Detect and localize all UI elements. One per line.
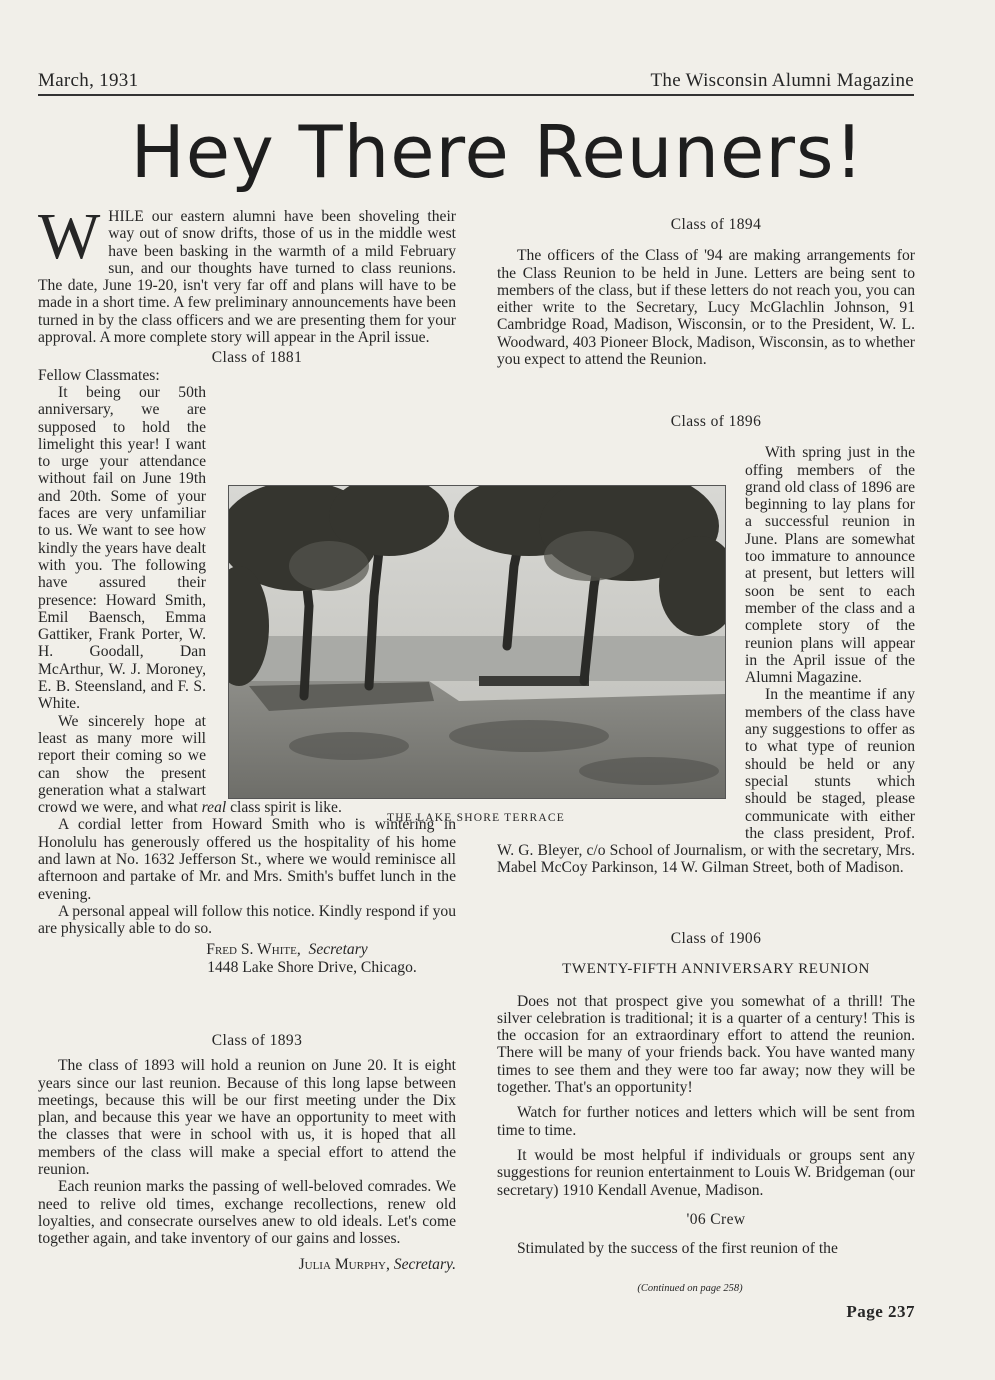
- class-1881-signature: Fred S. White, Secretary: [206, 941, 368, 959]
- heading-class-1893: Class of 1893: [211, 1032, 303, 1049]
- class-1906-paragraph-2: Watch for further notices and letters which will be sent from time to time.: [497, 1104, 915, 1139]
- subheading-anniversary: TWENTY-FIFTH ANNIVERSARY REUNION: [562, 961, 870, 978]
- continued-note: (Continued on page 258): [637, 1283, 743, 1294]
- magazine-name: The Wisconsin Alumni Magazine: [650, 70, 914, 91]
- class-1893-paragraph-2: Each reunion marks the passing of well-beloved comrades. We need to relive old times, exchange recollections, renew old loyalties, and consecrate ourselves anew to old ideals. Let's come together again, and take inventory of our gains and losses.: [38, 1178, 456, 1248]
- header-rule: [38, 94, 914, 96]
- heading-class-1881: Class of 1881: [211, 349, 303, 367]
- class-1881-paragraph-3: A cordial letter from Howard Smith who is wintering in Honolulu has generously offered us the hospitality of his home and lawn at No. 1632 Jefferson St., where we would reminisce all afternoon and partake of Mr. and Mrs. Smith's buffet lunch in the evening.: [38, 816, 456, 903]
- photo-illustration: [229, 486, 725, 798]
- drop-cap: W: [38, 200, 101, 273]
- heading-06-crew: '06 Crew: [686, 1210, 746, 1228]
- left-column-lower: [38, 1032, 456, 1273]
- crew-paragraph: Stimulated by the success of the first reunion of the: [517, 1240, 838, 1258]
- class-1896-paragraph-2: In the meantime if any members of the class have any suggestions to offer as to what type of reunion should be held or any special stunts which should be staged, please communicate with either the class president, Prof. W. G. Bleyer, c/o School of Journalism, or with the secretary, Mrs. Mabel McCoy Parkinson, 14 W. Gilman Street, both of Madison.: [497, 686, 915, 877]
- right-column-1906: [497, 930, 915, 1257]
- class-1896-paragraph-1: With spring just in the offing members of the grand old class of 1896 are beginning to lay plans for a successful reunion in June. Plans are somewhat too immature to announce at present, but letters will soon be sent to each member of the class and a complete story of the reunion plans will appear in the April issue of the Alumni Magazine.: [745, 444, 915, 687]
- heading-class-1896: Class of 1896: [670, 413, 762, 430]
- class-1881-paragraph-4: A personal appeal will follow this notice. Kindly respond if you are physically able to do so.: [38, 902, 457, 938]
- class-1881-paragraph-2: We sincerely hope at least as many more will report their coming so we can show the present generation what a stalwart crowd we were, and what real class spirit is like.: [38, 712, 342, 817]
- heading-class-1906: Class of 1906: [670, 930, 762, 947]
- class-1881-address: 1448 Lake Shore Drive, Chicago.: [207, 958, 417, 976]
- class-1881-paragraph-1: It being our 50th anniversary, we are supposed to hold the limelight this year! I want to urge your attendance without fail on June 19th and 20th. Some of your faces are very unfamiliar to us. We want to see how kindly the years have dealt with you. The following have assured their presence: Howard Smith, Emil Baensch, Emma Gattiker, Frank Porter, W. H. Goodall, Dan McArthur, W. J. Moroney, E. B. Steensland, and F. S. White.: [38, 383, 206, 713]
- class-1893-signature: Julia Murphy, Secretary.: [298, 1255, 456, 1273]
- class-1906-paragraph-1: Does not that prospect give you somewhat of a thrill! The silver celebration is traditional; it is a quarter of a century! This is the occasion for an extraordinary effort to attend the reunion. There will be many of your friends back. You have wanted many times to see them and they were too far away; now they will be together. That's an opportunity!: [497, 992, 915, 1097]
- page-number: Page 237: [846, 1302, 915, 1321]
- class-1906-paragraph-3: It would be most helpful if individuals or groups sent any suggestions for reunion entertainment to Louis W. Bridgeman (our secretary) 1910 Kendall Avenue, Madison.: [497, 1146, 915, 1199]
- lake-shore-terrace-photo: [228, 485, 726, 799]
- intro-paragraph: WHILE our eastern alumni have been shoveling their way out of snow drifts, those of us in the middle west have been basking in the warmth of a mild February sun, and our thoughts have turned to class reunions. The date, June 19-20, isn't very far off and plans will have to be made in a short time. A few preliminary announcements have been turned in by the class officers and we are presenting them for your approval. A more complete story will appear in the April issue.: [38, 200, 456, 347]
- heading-class-1894: Class of 1894: [670, 216, 762, 233]
- issue-date: March, 1931: [38, 70, 139, 91]
- salutation: Fellow Classmates:: [38, 366, 160, 384]
- class-1893-paragraph-1: The class of 1893 will hold a reunion on June 20. It is eight years since our last reunion. Because of this long lapse between meetings, because this will be our first meeting under the Dix plan, and because this year we have an opportunity to meet with the classes that were in school with us, it is hoped that all members of the class will make a special effort to attend the reunion.: [38, 1057, 456, 1179]
- page-title: Hey There Reuners!: [130, 110, 865, 194]
- photo-caption: THE LAKE SHORE TERRACE: [387, 812, 565, 824]
- class-1894-paragraph: The officers of the Class of '94 are making arrangements for the Class Reunion to be held in June. Letters are being sent to members of the class, but if these letters do not reach you, you can either write to the Secretary, Lucy McGlachlin Johnson, 91 Cambridge Road, Madison, Wisconsin, or to the President, W. L. Woodward, 403 Pioneer Block, Madison, Wisconsin, as to whether you expect to attend the Reunion.: [497, 247, 915, 369]
- right-column-1894: [497, 216, 915, 368]
